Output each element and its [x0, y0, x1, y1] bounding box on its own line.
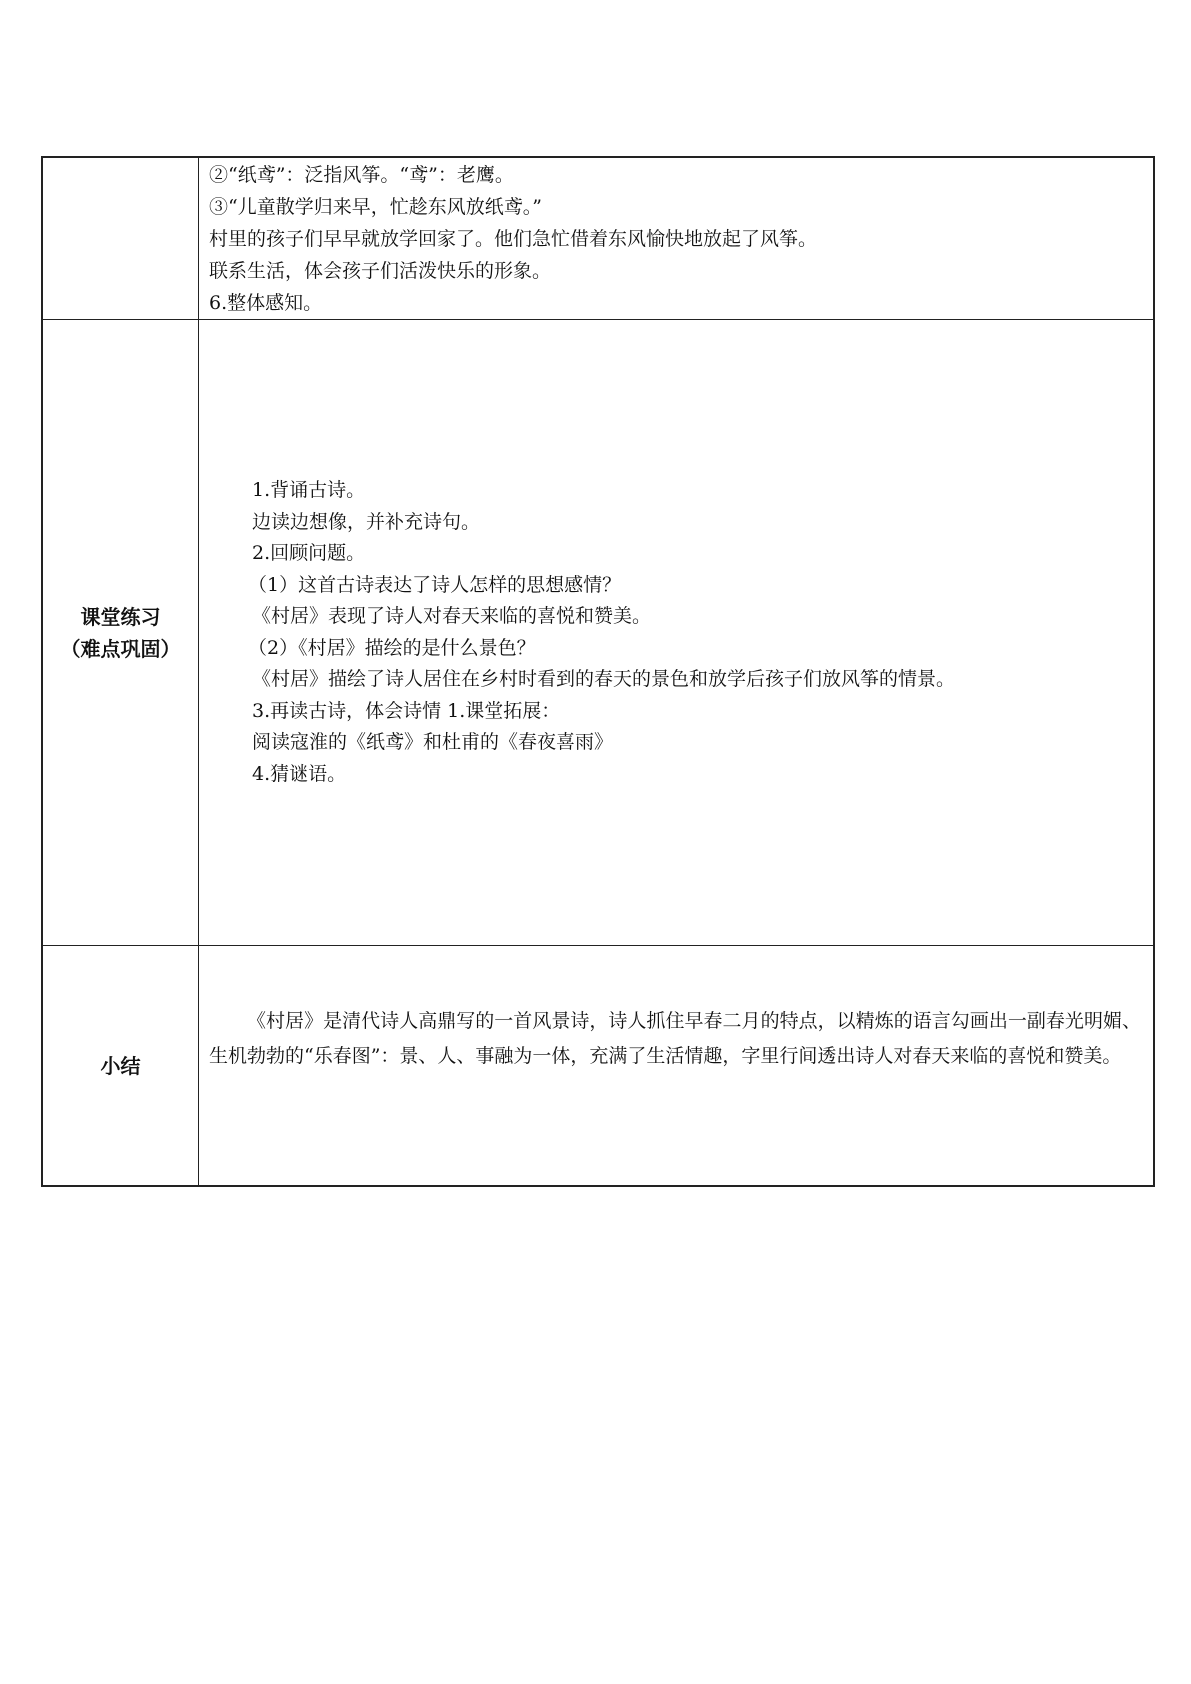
row-label-line: 小结 [100, 1053, 141, 1078]
summary-paragraph: 《村居》是清代诗人高鼎写的一首风景诗，诗人抓住早春二月的特点，以精炼的语言勾画出一副春光明媚、生机勃勃的“乐春图”：景、人、事融为一体，充满了生活情趣，字里行间透出诗人对春天来临的喜悦和赞美。 [209, 1010, 1141, 1067]
content-cell-vocabulary [199, 157, 1155, 320]
content-line: ③“儿童散学归来早，忙趁东风放纸鸢。” [209, 196, 542, 218]
row-label-summary [42, 946, 199, 1187]
lesson-plan-table [41, 156, 1155, 1187]
content-line: ②“纸鸢”：泛指风筝。“鸢”：老鹰。 [209, 164, 514, 186]
content-line: 联系生活，体会孩子们活泼快乐的形象。 [209, 260, 552, 282]
row-label-practice [42, 320, 199, 946]
content-line: 6.整体感知。 [209, 292, 323, 314]
row-label-empty [42, 157, 199, 320]
table-row-summary [42, 946, 1154, 1187]
content-line: 4.猜谜语。 [252, 762, 347, 785]
content-line: 1.背诵古诗。 [252, 479, 366, 501]
content-cell-summary [199, 946, 1155, 1187]
content-line: （2）《村居》描绘的是什么景色？ [248, 636, 536, 659]
content-line: 2.回顾问题。 [252, 542, 366, 564]
table-row-vocabulary [42, 157, 1154, 320]
content-line: （1）这首古诗表达了诗人怎样的思想感情？ [248, 573, 622, 596]
content-line: 村里的孩子们早早就放学回家了。他们急忙借着东风愉快地放起了风筝。 [209, 228, 818, 250]
table-row-practice [42, 320, 1154, 946]
content-cell-practice [199, 320, 1155, 946]
content-line: 边读边想像，并补充诗句。 [252, 510, 481, 533]
content-line: 3.再读古诗，体会诗情 1.课堂拓展： [252, 699, 561, 722]
row-label-line: （难点巩固） [60, 636, 181, 661]
content-line: 阅读寇淮的《纸鸢》和杜甫的《春夜喜雨》 [252, 731, 614, 753]
row-label-line: 课堂练习 [80, 604, 161, 629]
content-line: 《村居》表现了诗人对春天来临的喜悦和赞美。 [252, 605, 652, 627]
content-line: 《村居》描绘了诗人居住在乡村时看到的春天的景色和放学后孩子们放风筝的情景。 [252, 668, 956, 690]
